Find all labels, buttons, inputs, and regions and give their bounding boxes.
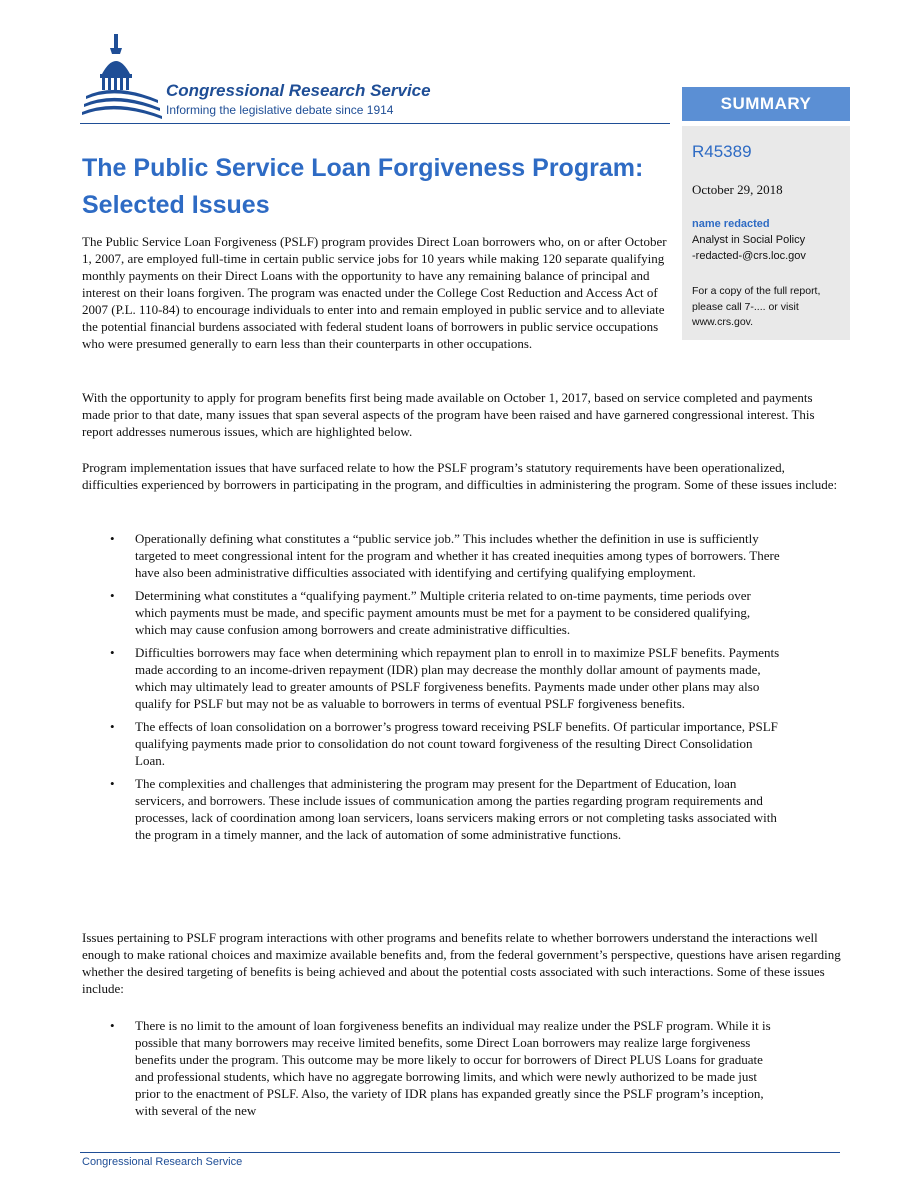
crs-logo [80, 30, 670, 124]
copy-request-note: For a copy of the full report, please call 7-.... or visit www.crs.gov. [692, 285, 821, 328]
list-item-text: The complexities and challenges that administering the program may present for the Department of Education, loan servicers, and borrowers. These include issues of communication among the parties regarding program requirements and processes, lack of coordination among loan servicers, loans servicers making errors or not completing tasks associated with the program in a timely manner, and the lack of automation of some administrative functions. [135, 776, 777, 842]
summary-header [682, 87, 850, 121]
list-item-text: There is no limit to the amount of loan forgiveness benefits an individual may realize under the PSLF program. While it is possible that many borrowers may receive limited benefits, some Direct Loan borrowers may realize large forgiveness benefits under the program. This outcome may be more likely to occur for borrowers of Direct PLUS Loans for graduate and professional students, which have no aggregate borrowing limits, and which were newly authorized to be made just prior to the enactment of PSLF. Also, the variety of IDR plans has expanded greatly since the PSLF program’s inception, with several of the new [135, 1018, 771, 1118]
implementation-issues-list [82, 530, 782, 849]
list-item [82, 775, 782, 843]
list-item [82, 587, 782, 638]
list-item-text: The effects of loan consolidation on a borrower’s progress toward receiving PSLF benefits. Of particular importance, PSLF qualifying payments made prior to consolidation do not count toward forgiveness of the resulting Direct Consolidation Loan. [135, 719, 778, 768]
summary-label: SUMMARY [720, 94, 812, 113]
bullet-icon: • [110, 588, 115, 603]
list-item [82, 718, 782, 769]
program-interactions-paragraph: Issues pertaining to PSLF program interactions with other programs and benefits relate to whether borrowers understand the interactions well enough to make rational choices and maximize available benefits and, from the federal government’s perspective, questions have arisen regarding whether the desired targeting of benefits is being achieved and about the potential costs associated with such interactions. Some of these issues include: [82, 930, 841, 996]
header-divider [80, 123, 670, 124]
intro-paragraph: The Public Service Loan Forgiveness (PSLF) program provides Direct Loan borrowers who, on or after October 1, 2007, are employed full-time in certain public service jobs for 10 years while making 120 separate qualifying monthly payments on their Direct Loans with the opportunity to have any remaining balance of principal and interest on their loans forgiven. The program was enacted under the College Cost Reduction and Access Act of 2007 (P.L. 110-84) to encourage individuals to enter into and remain employed in public service and to alleviate the potential financial burdens associated with federal student loans of borrowers in public service occupations who were presumed generally to earn less than their counterparts in other occupations. [82, 234, 667, 351]
report-title-line-2: Selected Issues [82, 191, 270, 219]
report-date: October 29, 2018 [692, 182, 783, 197]
org-tagline: Informing the legislative debate since 1914 [166, 103, 394, 117]
list-item-text: Operationally defining what constitutes a “public service job.” This includes whether the definition in use is sufficiently targeted to meet congressional intent for the program and whether it has created inequities among types of borrowers. There have also been administrative difficulties associated with identifying and certifying qualifying employment. [135, 531, 780, 580]
bullet-icon: • [110, 645, 115, 660]
author-name: name redacted [692, 218, 770, 230]
list-item [82, 530, 782, 581]
report-title [82, 150, 672, 224]
list-item [82, 1017, 782, 1119]
bullet-icon: • [110, 776, 115, 791]
author-email[interactable]: -redacted-@crs.loc.gov [692, 250, 806, 262]
report-info-sidebar [682, 126, 850, 340]
program-interactions-list [82, 1017, 782, 1119]
report-title-line-1: The Public Service Loan Forgiveness Program: [82, 154, 644, 182]
report-number: R45389 [692, 142, 752, 161]
implementation-issues-paragraph: Program implementation issues that have surfaced relate to how the PSLF program’s statutory requirements have been operationalized, difficulties experienced by borrowers in participating in the program, and difficulties in administering the program. Some of these issues include: [82, 460, 838, 492]
list-item-text: Difficulties borrowers may face when determining which repayment plan to enroll in to maximize PSLF benefits. Payments made according to an income-driven repayment (IDR) plan may decrease the monthly dollar amount of payments made, which may ultimately lead to greater amounts of PSLF forgiveness benefits. Payments made under other plans may also qualify for PSLF but may not be as valuable to borrowers in terms of eventual PSLF forgiveness benefits. [135, 645, 780, 711]
list-item-text: Determining what constitutes a “qualifying payment.” Multiple criteria related to on-time payments, time periods over which payments must be made, and specific payment amounts must be met for a payment to be considered qualifying, which may cause confusion among borrowers and create administrative difficulties. [135, 588, 751, 637]
capitol-dome-icon [80, 30, 162, 122]
footer-divider [80, 1152, 840, 1153]
org-name: Congressional Research Service [166, 81, 431, 100]
bullet-icon: • [110, 531, 115, 546]
bullet-icon: • [110, 1018, 115, 1033]
bullet-icon: • [110, 719, 115, 734]
list-item [82, 644, 782, 712]
footer-org-name: Congressional Research Service [82, 1156, 243, 1168]
author-title: Analyst in Social Policy [692, 234, 806, 246]
context-paragraph: With the opportunity to apply for program benefits first being made available on October 1, 2017, based on service completed and payments made prior to that date, many issues that span several aspects of the program have been raised and have garnered congressional interest. This report addresses numerous issues, which are highlighted below. [82, 390, 815, 439]
